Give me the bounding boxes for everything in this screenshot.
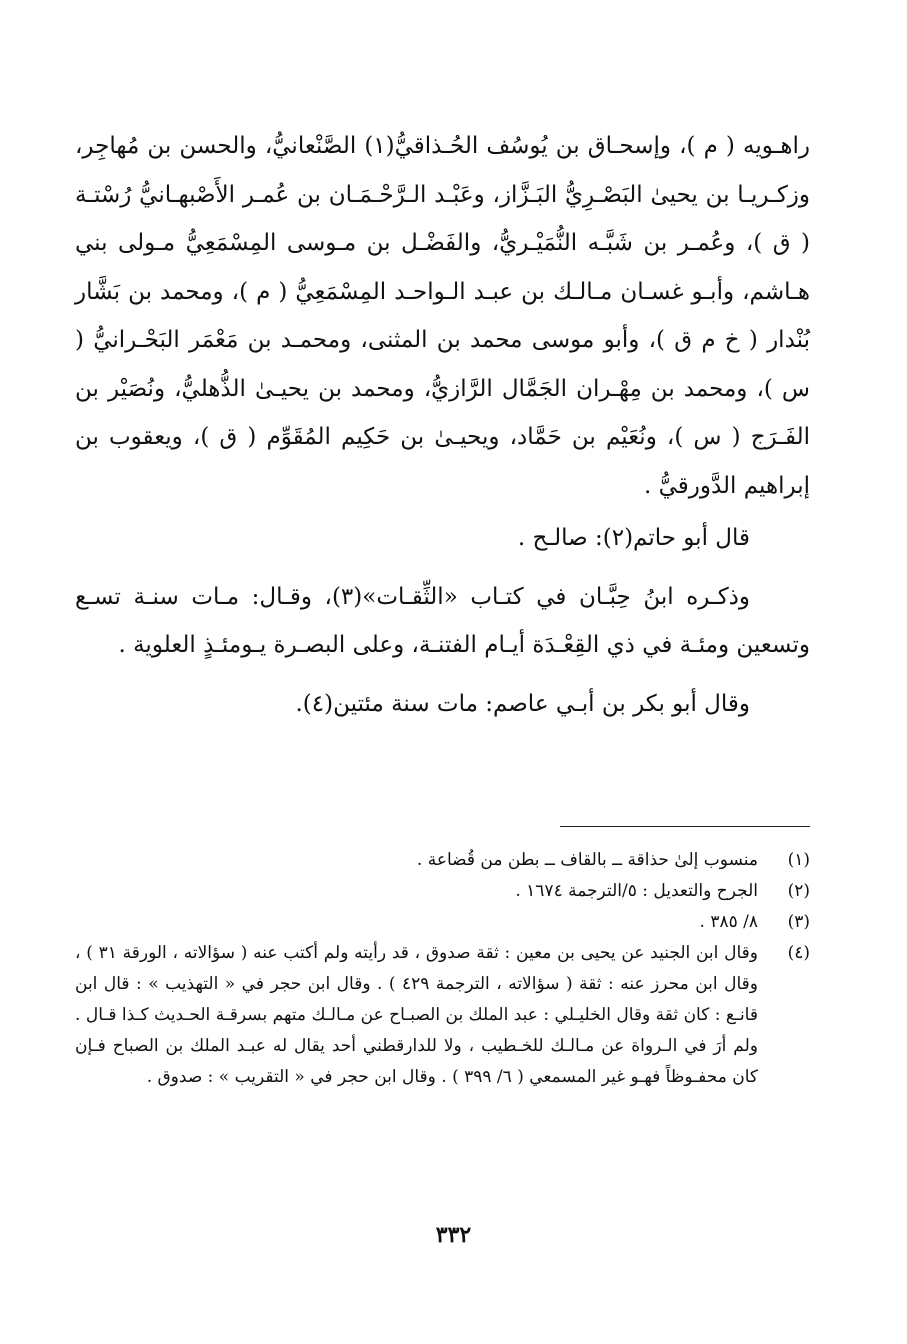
footnote-text: وقال ابن الجنيد عن يحيى بن معين : ثقة صدوق ، قد رأيته ولم أكتب عنه ( سؤالاته ، الورقة ٣١ ) ، وقال ابن محرز عنه : ثقة ( سؤالاته ، الترجمة ٤٢٩ ) . وقال ابن حجر في « التهذيب » : قال ابن قانـع : كان ثقة وقال الخليـلي : عبد الملك بن الصبـاح عن مـالـك متهم بسرقـة الحـديث كـذا قـال . ولم أرَ في الـرواة عن مـالـك للخـطيب ، ولا للدارقطني أحد يقال له عبـد الملك بن الصباح فـإن كان محفـوظاً فهـو غير المسمعي ( ٦/ ٣٩٩ ) . وقال ابن حجر في « التقريب » : صدوق .	[75, 943, 758, 1087]
footnote-text: منسوب إلىٰ حذاقة ــ بالقاف ــ بطن من قُضاعة .	[416, 850, 758, 870]
footnote-text: الجرح والتعديل : ٥/الترجمة ١٦٧٤ .	[515, 881, 758, 901]
footnote-text: ٨/ ٣٨٥ .	[699, 912, 758, 932]
footnote-number: (٣)	[787, 912, 810, 932]
main-text	[75, 122, 810, 728]
body-paragraph-4: وقال أبو بكر بن أبـي عاصم: مات سنة مئتين(٤).	[295, 690, 750, 717]
body-paragraph-2: قال أبو حاتم(٢): صالـح .	[517, 525, 750, 551]
footnote-4	[75, 938, 810, 1093]
footnotes	[75, 845, 810, 1093]
body-paragraph-3: وذكـره ابنُ حِبَّـان في كتـاب «الثِّقـات»(٣)، وقـال: مـات سنـة تسـع وتسعين ومئـة في ذي القِعْـدَة أيـام الفتنـة، وعلى البصـرة يـومئـذٍ العلوية .	[75, 583, 810, 658]
footnote-2	[75, 876, 810, 907]
footnote-number: (٢)	[787, 881, 810, 901]
footnote-number: (١)	[787, 850, 810, 870]
footnote-separator	[560, 826, 810, 827]
body-paragraph-1: راهـويه ( م )، وإسحـاق بن يُوسُف الحُـذاقيُّ(١) الصَّنْعانيُّ، والحسن بن مُهاجِر، وزكـريـا بن يحيىٰ البَصْـرِيُّ البَـزَّاز، وعَبْـد الـرَّحْـمَـان بن عُمـر الأَصْبهـانيُّ رُسْتـة ( ق )، وعُمـر بن شَبَّـه النُّمَيْـريُّ، والفَضْـل بن مـوسى المِسْمَعِيُّ مـولى بني هـاشم، وأبـو غسـان مـالـك بن عبـد الـواحـد المِسْمَعِيُّ ( م )، ومحمد بن بَشَّار بُنْدار ( خ م ق )، وأبو موسى محمد بن المثنى، ومحمـد بن مَعْمَر البَحْـرانيُّ ( س )، ومحمد بن مِهْـران الجَمَّال الرَّازيُّ، ومحمد بن يحيـىٰ الذُّهليُّ، ونُصَيْر بن الفَـرَج ( س )، ونُعَيْم بن حَمَّاد، ويحيـىٰ بن حَكِيم المُقَوِّم ( ق )، ويعقوب بن إبراهيم الدَّورقيُّ .	[75, 133, 810, 499]
footnote-1	[75, 845, 810, 876]
footnote-3	[75, 907, 810, 938]
page-number: ٣٣٢	[435, 1222, 472, 1248]
footnote-number: (٤)	[787, 943, 810, 963]
